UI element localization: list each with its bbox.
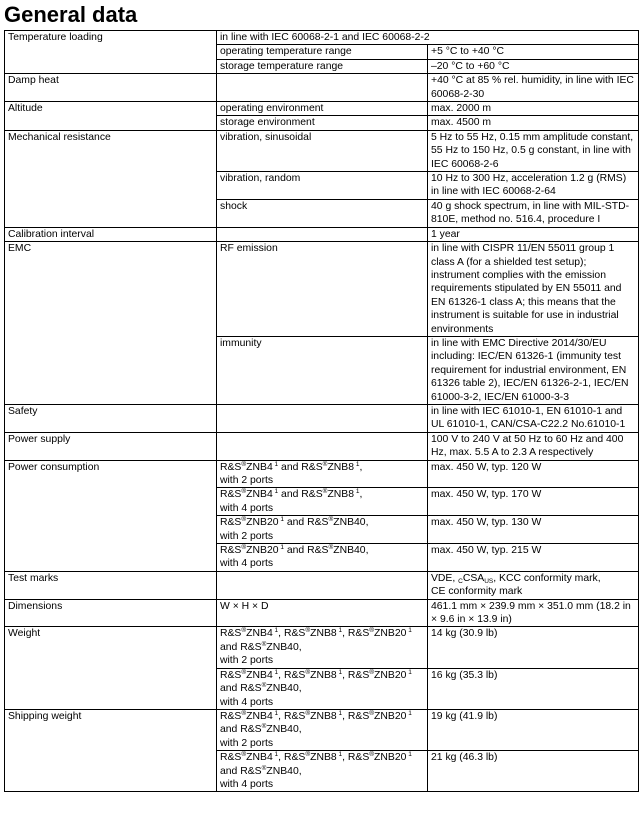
- table-cell: max. 450 W, typ. 215 W: [428, 544, 639, 572]
- table-row: [5, 102, 639, 116]
- table-cell: in line with IEC 60068-2-1 and IEC 60068-2-2: [217, 31, 639, 45]
- table-cell: immunity: [217, 336, 428, 404]
- table-row: [5, 599, 639, 627]
- category-power-supply: Power supply: [5, 432, 217, 460]
- category-calibration-interval: Calibration interval: [5, 227, 217, 241]
- table-cell: –20 °C to +60 °C: [428, 59, 639, 73]
- table-row: [5, 242, 639, 337]
- table-cell: [217, 404, 428, 432]
- table-cell: vibration, random: [217, 172, 428, 200]
- table-cell: vibration, sinusoidal: [217, 130, 428, 171]
- model-cell: R&S®ZNB4 $^1$ and R&S®ZNB8 $^1$, with 4 ports: [217, 488, 428, 516]
- table-cell: max. 450 W, typ. 120 W: [428, 460, 639, 488]
- table-cell: in line with CISPR 11/EN 55011 group 1 class A (for a shielded test setup); instrument complies with the emission requirements stipulated by EN 55011 and EN 61326-1 class A; this means that the instrument is suitable for use in industrial environments: [428, 242, 639, 337]
- table-cell: operating environment: [217, 102, 428, 116]
- category-test-marks: Test marks: [5, 571, 217, 599]
- table-cell: storage environment: [217, 116, 428, 130]
- table-row: [5, 571, 639, 599]
- table-cell: 100 V to 240 V at 50 Hz to 60 Hz and 400 Hz, max. 5.5 A to 2.3 A respectively: [428, 432, 639, 460]
- table-cell: RF emission: [217, 242, 428, 337]
- table-cell: in line with IEC 61010-1, EN 61010-1 and UL 61010-1, CAN/CSA-C22.2 No.61010-1: [428, 404, 639, 432]
- model-cell: R&S®ZNB20 $^1$ and R&S®ZNB40, with 4 ports: [217, 544, 428, 572]
- category-power-consumption: Power consumption: [5, 460, 217, 571]
- table-cell: max. 4500 m: [428, 116, 639, 130]
- table-cell: 461.1 mm × 239.9 mm × 351.0 mm (18.2 in × 9.6 in × 13.9 in): [428, 599, 639, 627]
- table-row: [5, 460, 639, 488]
- table-cell: 21 kg (46.3 lb): [428, 751, 639, 792]
- table-row: [5, 404, 639, 432]
- table-row: [5, 31, 639, 45]
- category-safety: Safety: [5, 404, 217, 432]
- category-damp-heat: Damp heat: [5, 74, 217, 102]
- table-row: [5, 627, 639, 668]
- csa-us-mark: US: [484, 577, 494, 585]
- table-cell: shock: [217, 199, 428, 227]
- table-row: [5, 432, 639, 460]
- table-row: [5, 227, 639, 241]
- table-cell: max. 450 W, typ. 130 W: [428, 516, 639, 544]
- model-cell: R&S®ZNB4 $^1$, R&S®ZNB8 $^1$, R&S®ZNB20 $^1$ and R&S®ZNB40, with 4 ports: [217, 668, 428, 709]
- table-cell: max. 450 W, typ. 170 W: [428, 488, 639, 516]
- table-row: [5, 130, 639, 171]
- model-cell: R&S®ZNB4 $^1$, R&S®ZNB8 $^1$, R&S®ZNB20 $^1$ and R&S®ZNB40, with 2 ports: [217, 709, 428, 750]
- table-cell: [217, 571, 428, 599]
- table-row: [5, 74, 639, 102]
- category-dimensions: Dimensions: [5, 599, 217, 627]
- table-cell: 10 Hz to 300 Hz, acceleration 1.2 g (RMS) in line with IEC 60068-2-64: [428, 172, 639, 200]
- page-title: General data: [4, 2, 138, 27]
- table-row: [5, 709, 639, 750]
- table-cell: 5 Hz to 55 Hz, 0.15 mm amplitude constant, 55 Hz to 150 Hz, 0.5 g constant, in line with IEC 60068-2-6: [428, 130, 639, 171]
- table-cell: 40 g shock spectrum, in line with MIL-STD-810E, method no. 516.4, procedure I: [428, 199, 639, 227]
- table-cell: [217, 74, 428, 102]
- table-cell: 16 kg (35.3 lb): [428, 668, 639, 709]
- model-cell: R&S®ZNB20 $^1$ and R&S®ZNB40, with 2 ports: [217, 516, 428, 544]
- csa-mark: CSA: [462, 572, 485, 584]
- table-cell: max. 2000 m: [428, 102, 639, 116]
- category-weight: Weight: [5, 627, 217, 709]
- category-altitude: Altitude: [5, 102, 217, 131]
- table-cell: 19 kg (41.9 lb): [428, 709, 639, 750]
- table-cell: [217, 227, 428, 241]
- category-temperature-loading: Temperature loading: [5, 31, 217, 74]
- table-cell: operating temperature range: [217, 45, 428, 59]
- table-cell: [217, 432, 428, 460]
- table-cell: storage temperature range: [217, 59, 428, 73]
- test-marks-cell: VDE, $_CCSA_{US}$, KCC conformity mark, CE conformity mark: [428, 571, 639, 599]
- model-cell: R&S®ZNB4 $^1$, R&S®ZNB8 $^1$, R&S®ZNB20 $^1$ and R&S®ZNB40, with 4 ports: [217, 751, 428, 792]
- category-mechanical-resistance: Mechanical resistance: [5, 130, 217, 227]
- table-cell: +5 °C to +40 °C: [428, 45, 639, 59]
- table-cell: 1 year: [428, 227, 639, 241]
- table-cell: 14 kg (30.9 lb): [428, 627, 639, 668]
- table-cell: W × H × D: [217, 599, 428, 627]
- model-cell: R&S®ZNB4 $^1$ and R&S®ZNB8 $^1$, with 2 ports: [217, 460, 428, 488]
- category-shipping-weight: Shipping weight: [5, 709, 217, 791]
- general-data-table: [4, 30, 639, 792]
- model-cell: R&S®ZNB4 $^1$, R&S®ZNB8 $^1$, R&S®ZNB20 $^1$ and R&S®ZNB40, with 2 ports: [217, 627, 428, 668]
- table-cell: in line with EMC Directive 2014/30/EU including: IEC/EN 61326-1 (immunity test requirement for industrial environment, EN 61326 table 2), IEC/EN 61326-2-1, IEC/EN 61000-3-2, IEC/EN 61000-3-3: [428, 336, 639, 404]
- table-cell: +40 °C at 85 % rel. humidity, in line with IEC 60068-2-30: [428, 74, 639, 102]
- csa-c-mark: C: [458, 577, 463, 585]
- category-emc: EMC: [5, 242, 217, 405]
